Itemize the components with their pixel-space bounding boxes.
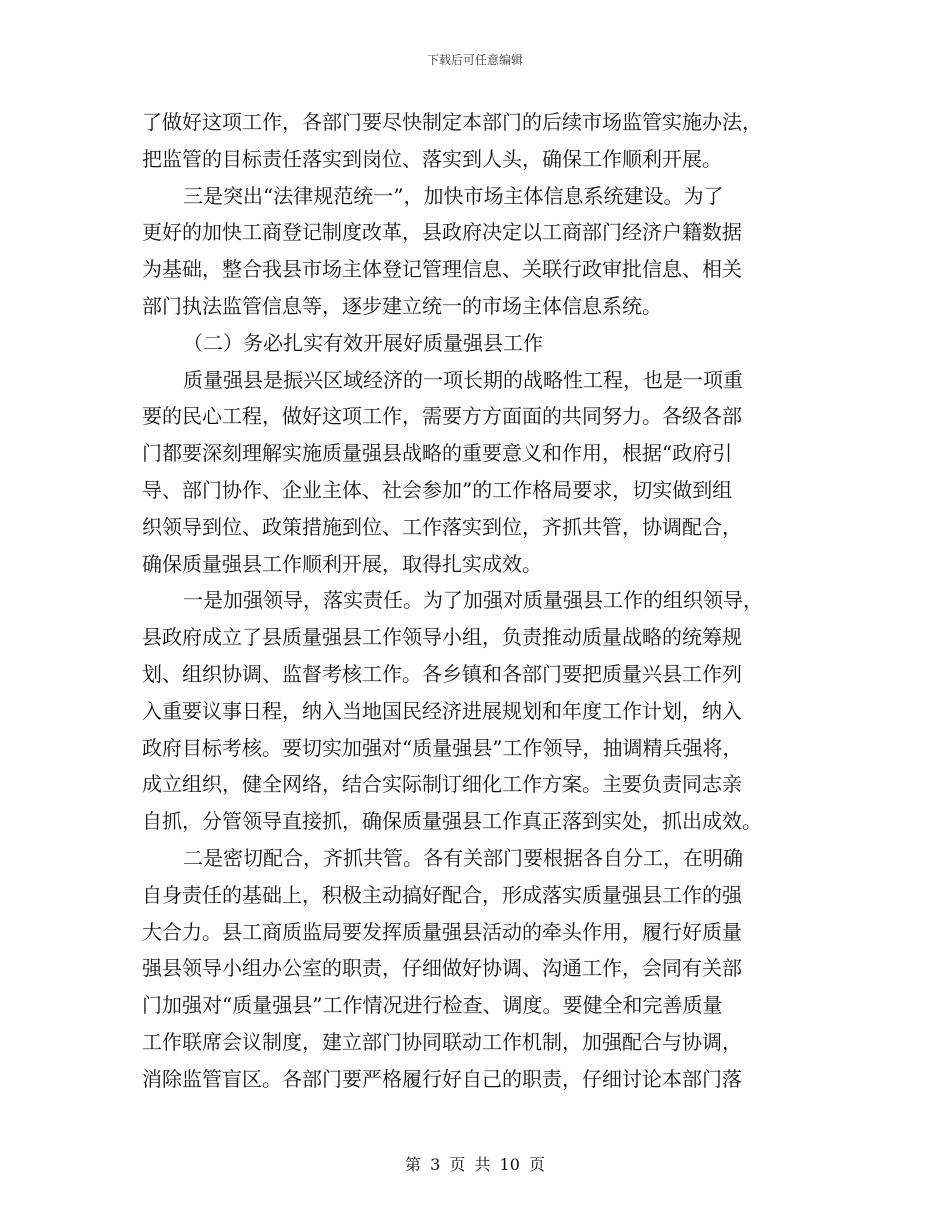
text-line: 政府目标考核。要切实加强对“质量强县”工作领导，抽调精兵强将，	[142, 735, 743, 760]
page-number-footer: 第 3 页 共 10 页	[405, 1155, 545, 1174]
text-line: 更好的加快工商登记制度改革，县政府决定以工商部门经济户籍数据	[142, 220, 742, 245]
text-line: 入重要议事日程，纳入当地国民经济进展规划和年度工作计划，纳入	[142, 698, 742, 723]
text-line: 为基础，整合我县市场主体登记管理信息、关联行政审批信息、相关	[142, 257, 742, 282]
text-line: 门加强对“质量强县”工作情况进行检查、调度。要健全和完善质量	[142, 993, 723, 1018]
text-line: 县政府成立了县质量强县工作领导小组，负责推动质量战略的统筹规	[142, 625, 742, 650]
text-line: 强县领导小组办公室的职责，仔细做好协调、沟通工作，会同有关部	[142, 956, 742, 981]
text-line: 要的民心工程，做好这项工作，需要方方面面的共同努力。各级各部	[142, 404, 742, 429]
text-line: 三是突出“法律规范统一”，加快市场主体信息系统建设。为了	[183, 183, 724, 208]
text-line: 一是加强领导，落实责任。为了加强对质量强县工作的组织领导，	[183, 588, 763, 613]
text-line: 确保质量强县工作顺利开展，取得扎实成效。	[142, 551, 542, 576]
text-line: 自身责任的基础上，积极主动搞好配合，形成落实质量强县工作的强	[142, 882, 742, 907]
text-line: （二）务必扎实有效开展好质量强县工作	[183, 330, 543, 355]
text-line: 大合力。县工商质监局要发挥质量强县活动的牵头作用，履行好质量	[142, 919, 742, 944]
text-line: 把监管的目标责任落实到岗位、落实到人头，确保工作顺利开展。	[142, 146, 722, 171]
text-line: 部门执法监管信息等，逐步建立统一的市场主体信息系统。	[142, 293, 662, 318]
text-line: 成立组织，健全网络，结合实际制订细化工作方案。主要负责同志亲	[142, 772, 742, 797]
text-line: 导、部门协作、企业主体、社会参加”的工作格局要求，切实做到组	[142, 477, 733, 502]
text-line: 门都要深刻理解实施质量强县战略的重要意义和作用，根据“政府引	[142, 441, 733, 466]
document-body	[142, 104, 808, 1098]
text-line: 消除监管盲区。各部门要严格履行好自己的职责，仔细讨论本部门落	[142, 1066, 742, 1091]
text-line: 自抓，分管领导直接抓，确保质量强县工作真正落到实处，抓出成效。	[142, 809, 762, 834]
text-line: 划、组织协调、监督考核工作。各乡镇和各部门要把质量兴县工作列	[142, 661, 742, 686]
text-line: 二是密切配合，齐抓共管。各有关部门要根据各自分工，在明确	[183, 845, 743, 870]
text-line: 了做好这项工作，各部门要尽快制定本部门的后续市场监管实施办法，	[142, 110, 762, 134]
text-line: 织领导到位、政策措施到位、工作落实到位，齐抓共管，协调配合，	[142, 514, 742, 539]
text-line: 质量强县是振兴区域经济的一项长期的战略性工程，也是一项重	[183, 367, 743, 392]
text-line: 工作联席会议制度，建立部门协同联动工作机制，加强配合与协调，	[142, 1029, 742, 1054]
page-header-note: 下载后可任意编辑	[426, 53, 523, 67]
